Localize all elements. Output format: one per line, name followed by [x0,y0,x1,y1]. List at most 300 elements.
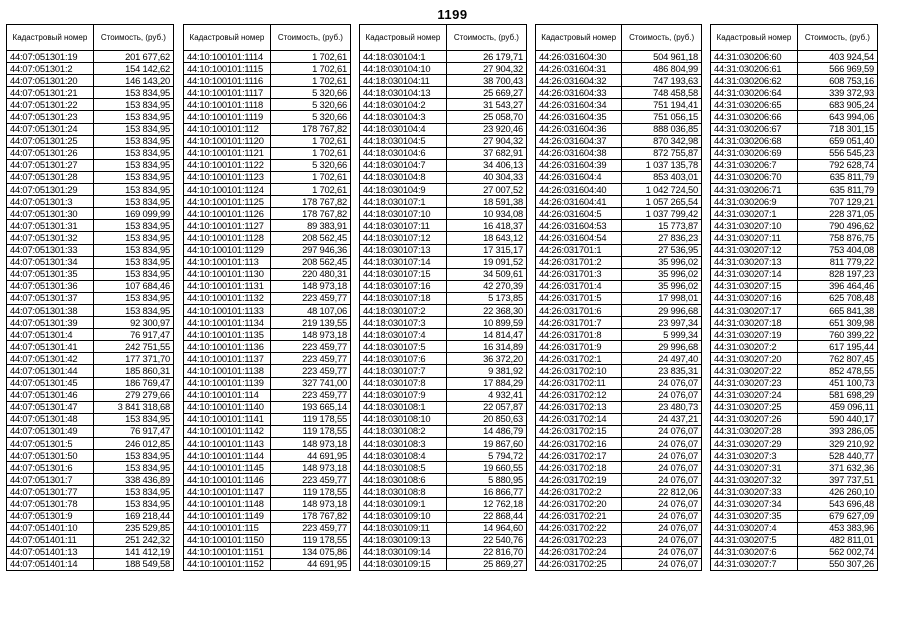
table-row [711,317,878,329]
cadastral-number-cell: 44:07:051301:32 [7,232,94,244]
table-row [7,329,174,341]
cost-cell: 17 884,29 [446,377,526,389]
cadastral-number-cell: 44:18:030104:9 [360,184,447,196]
cadastral-number-cell: 44:10:100101:1150 [184,534,271,546]
cadastral-number-cell: 44:07:051301:49 [7,425,94,437]
cost-cell: 228 371,05 [797,208,877,220]
table-row [536,377,702,389]
cost-cell: 27 836,23 [622,232,702,244]
table-row [7,208,174,220]
cost-cell: 426 260,10 [797,486,877,498]
table-row [7,171,174,183]
cost-cell: 1 702,61 [270,184,350,196]
table-row [536,486,702,498]
cadastral-number-cell: 44:26:031702:20 [536,498,622,510]
table-row [360,87,527,99]
table-row [184,450,351,462]
table-row [536,159,702,171]
cost-cell: 23 835,31 [622,365,702,377]
cost-cell: 153 834,95 [93,184,173,196]
cadastral-number-cell: 44:10:100101:112 [184,123,271,135]
table-row [536,87,702,99]
cost-cell: 5 999,34 [622,329,702,341]
cost-cell: 29 996,68 [622,341,702,353]
cost-cell: 1 042 724,50 [622,184,702,196]
cost-cell: 153 834,95 [93,304,173,316]
table-row [360,353,527,365]
table-row [184,353,351,365]
table-row [184,389,351,401]
cost-cell: 153 834,95 [93,123,173,135]
cadastral-number-cell: 44:10:100101:1116 [184,75,271,87]
cadastral-number-cell: 44:10:100101:1140 [184,401,271,413]
table-row [7,292,174,304]
cadastral-number-cell: 44:10:100101:1117 [184,87,271,99]
cost-cell: 683 905,24 [797,99,877,111]
table-row [711,558,878,570]
cadastral-number-cell: 44:31:030207:6 [711,546,798,558]
table-row [536,341,702,353]
cadastral-number-cell: 44:26:031701:8 [536,329,622,341]
cadastral-number-cell: 44:18:030107:8 [360,377,447,389]
table-row [184,486,351,498]
cost-cell: 707 129,21 [797,196,877,208]
table-row [360,147,527,159]
cost-cell: 17 315,17 [446,244,526,256]
table-row [184,317,351,329]
cadastral-number-cell: 44:07:051301:26 [7,147,94,159]
cost-cell: 659 051,40 [797,135,877,147]
cost-cell: 24 497,40 [622,353,702,365]
cadastral-number-cell: 44:07:051301:6 [7,462,94,474]
table-row [360,534,527,546]
cost-cell: 153 834,95 [93,159,173,171]
cadastral-number-cell: 44:07:051301:28 [7,171,94,183]
table-row [7,425,174,437]
cadastral-number-cell: 44:10:100101:1121 [184,147,271,159]
cadastral-number-cell: 44:07:051301:27 [7,159,94,171]
cadastral-number-cell: 44:26:031604:41 [536,196,622,208]
cadastral-number-cell: 44:26:031702:18 [536,462,622,474]
cadastral-number-cell: 44:10:100101:1114 [184,51,271,63]
cost-cell: 89 383,91 [270,220,350,232]
cost-cell: 1 702,61 [270,51,350,63]
table-row [184,256,351,268]
table-row [360,558,527,570]
table-row [184,111,351,123]
cadastral-number-cell: 44:26:031701:4 [536,280,622,292]
cadastral-number-cell: 44:18:030108:5 [360,462,447,474]
table-row [360,389,527,401]
cadastral-number-cell: 44:18:030107:4 [360,329,447,341]
table-row [536,353,702,365]
cost-cell: 186 769,47 [93,377,173,389]
cost-cell: 1 702,61 [270,63,350,75]
cost-cell: 76 917,47 [93,329,173,341]
table-row [184,546,351,558]
table-row [7,450,174,462]
cadastral-number-cell: 44:07:051301:20 [7,75,94,87]
cadastral-number-cell: 44:26:031702:10 [536,365,622,377]
table-row [711,546,878,558]
cost-cell: 504 961,18 [622,51,702,63]
cost-cell: 15 773,87 [622,220,702,232]
table-row [536,292,702,304]
cost-cell: 146 143,20 [93,75,173,87]
table-row [711,534,878,546]
cost-cell: 393 286,05 [797,425,877,437]
cost-cell: 24 076,07 [622,534,702,546]
cadastral-number-cell: 44:10:100101:1118 [184,99,271,111]
cost-cell: 153 834,95 [93,147,173,159]
table-row [711,498,878,510]
cadastral-number-cell: 44:26:031702:24 [536,546,622,558]
cost-cell: 76 917,47 [93,425,173,437]
cost-cell: 193 665,14 [270,401,350,413]
table-row [360,462,527,474]
cadastral-number-cell: 44:07:051301:29 [7,184,94,196]
cost-cell: 617 195,44 [797,341,877,353]
cost-cell: 223 459,77 [270,341,350,353]
cost-cell: 177 371,70 [93,353,173,365]
table-row [711,450,878,462]
cadastral-number-cell: 44:18:030107:10 [360,208,447,220]
cost-cell: 24 076,07 [622,425,702,437]
table-row [7,244,174,256]
cost-cell: 451 100,73 [797,377,877,389]
cost-cell: 625 708,48 [797,292,877,304]
cadastral-number-cell: 44:10:100101:115 [184,522,271,534]
table-row [711,474,878,486]
cost-cell: 608 753,16 [797,75,877,87]
cadastral-number-cell: 44:10:100101:1119 [184,111,271,123]
cost-cell: 223 459,77 [270,389,350,401]
table-row [711,184,878,196]
cost-cell: 556 545,23 [797,147,877,159]
cost-cell: 92 300,97 [93,317,173,329]
cost-cell: 5 173,85 [446,292,526,304]
table-row [184,99,351,111]
cost-cell: 279 279,66 [93,389,173,401]
cadastral-number-cell: 44:10:100101:1144 [184,450,271,462]
table-row [184,534,351,546]
cost-cell: 34 406,13 [446,159,526,171]
table-row [184,425,351,437]
table-row [711,413,878,425]
cadastral-number-cell: 44:18:030107:15 [360,268,447,280]
cost-cell: 24 076,07 [622,377,702,389]
cadastral-number-cell: 44:18:030109:14 [360,546,447,558]
cadastral-number-cell: 44:18:030108:6 [360,474,447,486]
cadastral-number-cell: 44:07:051301:9 [7,510,94,522]
cadastral-number-cell: 44:31:030207:25 [711,401,798,413]
table-row [536,317,702,329]
table-row [536,438,702,450]
table-row [7,365,174,377]
cost-cell: 23 920,46 [446,123,526,135]
cadastral-number-cell: 44:26:031604:40 [536,184,622,196]
table-row [536,401,702,413]
cadastral-number-cell: 44:26:031702:14 [536,413,622,425]
cadastral-number-cell: 44:07:051301:44 [7,365,94,377]
cadastral-number-cell: 44:18:030108:10 [360,413,447,425]
cadastral-number-cell: 44:07:051301:21 [7,87,94,99]
cost-cell: 223 459,77 [270,292,350,304]
cadastral-number-cell: 44:10:100101:1151 [184,546,271,558]
table-row [711,486,878,498]
cost-cell: 251 242,32 [93,534,173,546]
table-row [184,123,351,135]
table-row [7,558,174,570]
cadastral-number-cell: 44:10:100101:1148 [184,498,271,510]
cadastral-number-cell: 44:26:031604:5 [536,208,622,220]
cost-cell: 153 834,95 [93,462,173,474]
cadastral-number-cell: 44:26:031604:30 [536,51,622,63]
cost-cell: 543 696,48 [797,498,877,510]
cadastral-number-cell: 44:26:031604:54 [536,232,622,244]
table-header-row [536,25,702,51]
table-row [360,546,527,558]
cadastral-number-cell: 44:18:030104:2 [360,99,447,111]
cadastral-number-cell: 44:31:030207:29 [711,438,798,450]
table-row [536,474,702,486]
cadastral-number-cell: 44:26:031604:32 [536,75,622,87]
cost-cell: 153 834,95 [93,413,173,425]
cost-cell: 790 496,62 [797,220,877,232]
cost-cell: 14 814,47 [446,329,526,341]
cost-cell: 1 037 135,78 [622,159,702,171]
cost-cell: 246 012,85 [93,438,173,450]
cadastral-number-cell: 44:10:100101:1123 [184,171,271,183]
table-row [711,171,878,183]
cost-cell: 852 478,55 [797,365,877,377]
cadastral-number-cell: 44:31:030207:26 [711,413,798,425]
cadastral-number-cell: 44:26:031702:16 [536,438,622,450]
table-row [360,450,527,462]
table-row [7,462,174,474]
table-row [536,244,702,256]
table-row [184,498,351,510]
table-row [536,63,702,75]
table-row [536,196,702,208]
cadastral-number-cell: 44:26:031702:2 [536,486,622,498]
cost-cell: 403 924,54 [797,51,877,63]
cost-cell: 201 677,62 [93,51,173,63]
table-row [536,510,702,522]
cost-cell: 24 437,21 [622,413,702,425]
header-cost: Стоимость, (руб.) [270,25,350,51]
cost-cell: 24 076,07 [622,510,702,522]
cost-cell: 635 811,79 [797,184,877,196]
cost-cell: 397 737,51 [797,474,877,486]
cadastral-number-cell: 44:26:031604:37 [536,135,622,147]
table-row [7,268,174,280]
table-row [536,268,702,280]
cadastral-number-cell: 44:10:100101:1136 [184,341,271,353]
cadastral-number-cell: 44:18:030109:13 [360,534,447,546]
table-row [360,256,527,268]
table-row [536,147,702,159]
table-row [536,75,702,87]
cadastral-number-cell: 44:26:031702:15 [536,425,622,437]
table-row [7,123,174,135]
table-row [711,304,878,316]
table-row [711,425,878,437]
cadastral-number-cell: 44:18:030107:13 [360,244,447,256]
cadastral-number-cell: 44:10:100101:1126 [184,208,271,220]
table-row [711,510,878,522]
cadastral-number-cell: 44:26:031702:25 [536,558,622,570]
table-row [184,208,351,220]
table-row [184,232,351,244]
cadastral-number-cell: 44:07:051301:25 [7,135,94,147]
cadastral-number-cell: 44:31:030207:14 [711,268,798,280]
cost-cell: 24 076,07 [622,546,702,558]
table-row [184,510,351,522]
cadastral-number-cell: 44:18:030108:3 [360,438,447,450]
cadastral-number-cell: 44:07:051301:5 [7,438,94,450]
cadastral-number-cell: 44:18:030107:3 [360,317,447,329]
cadastral-number-cell: 44:31:030207:28 [711,425,798,437]
table-row [360,268,527,280]
cost-cell: 10 899,59 [446,317,526,329]
cadastral-number-cell: 44:26:031701:2 [536,256,622,268]
cadastral-number-cell: 44:18:030109:10 [360,510,447,522]
cadastral-number-cell: 44:18:030107:9 [360,389,447,401]
cost-cell: 153 834,95 [93,196,173,208]
cost-cell: 5 794,72 [446,450,526,462]
cadastral-number-cell: 44:26:031701:9 [536,341,622,353]
cadastral-number-cell: 44:10:100101:1149 [184,510,271,522]
cadastral-number-cell: 44:31:030207:35 [711,510,798,522]
table-row [360,304,527,316]
cadastral-number-cell: 44:26:031702:17 [536,450,622,462]
cadastral-number-cell: 44:31:030207:18 [711,317,798,329]
cost-cell: 5 320,66 [270,99,350,111]
table-row [711,196,878,208]
cadastral-number-cell: 44:31:030206:60 [711,51,798,63]
cost-cell: 153 834,95 [93,268,173,280]
cadastral-number-cell: 44:31:030207:20 [711,353,798,365]
cost-cell: 1 702,61 [270,75,350,87]
cadastral-number-cell: 44:31:030206:70 [711,171,798,183]
table-row [536,365,702,377]
cost-cell: 24 076,07 [622,522,702,534]
table-row [7,232,174,244]
cadastral-number-cell: 44:07:051301:39 [7,317,94,329]
table-row [711,292,878,304]
table-row [360,341,527,353]
cadastral-number-cell: 44:07:051301:46 [7,389,94,401]
cadastral-number-cell: 44:18:030107:14 [360,256,447,268]
table-row [360,329,527,341]
cost-cell: 153 834,95 [93,292,173,304]
table-row [536,256,702,268]
table-row [7,341,174,353]
cadastral-number-cell: 44:26:031604:35 [536,111,622,123]
cadastral-number-cell: 44:31:030207:15 [711,280,798,292]
cadastral-number-cell: 44:18:030104:3 [360,111,447,123]
cost-cell: 35 996,02 [622,268,702,280]
cost-cell: 327 741,00 [270,377,350,389]
table-row [184,438,351,450]
cadastral-number-cell: 44:10:100101:1130 [184,268,271,280]
table-row [184,196,351,208]
table-row [360,438,527,450]
table-row [7,99,174,111]
table-row [7,184,174,196]
cadastral-number-cell: 44:18:030104:11 [360,75,447,87]
cost-cell: 5 320,66 [270,159,350,171]
cost-cell: 24 076,07 [622,450,702,462]
cost-cell: 153 834,95 [93,135,173,147]
header-cost: Стоимость, (руб.) [622,25,702,51]
cadastral-number-cell: 44:26:031701:1 [536,244,622,256]
cost-cell: 751 056,15 [622,111,702,123]
table-row [184,159,351,171]
header-cadastral-number: Кадастровый номер [536,25,622,51]
cost-cell: 25 869,27 [446,558,526,570]
cadastral-table-1 [6,24,174,571]
cost-cell: 22 812,06 [622,486,702,498]
cost-cell: 338 436,89 [93,474,173,486]
cadastral-number-cell: 44:07:051301:34 [7,256,94,268]
table-row [536,329,702,341]
table-row [711,365,878,377]
table-row [360,280,527,292]
cadastral-number-cell: 44:10:100101:1139 [184,377,271,389]
table-row [184,75,351,87]
cost-cell: 178 767,82 [270,123,350,135]
cadastral-number-cell: 44:26:031604:36 [536,123,622,135]
cost-cell: 1 037 799,42 [622,208,702,220]
cadastral-table-3 [359,24,527,571]
cost-cell: 16 314,89 [446,341,526,353]
table-row [7,280,174,292]
cadastral-number-cell: 44:18:030104:5 [360,135,447,147]
cost-cell: 153 834,95 [93,111,173,123]
cadastral-number-cell: 44:18:030104:7 [360,159,447,171]
table-row [536,413,702,425]
cost-cell: 17 998,01 [622,292,702,304]
cadastral-number-cell: 44:07:051401:11 [7,534,94,546]
cost-cell: 223 459,77 [270,474,350,486]
cadastral-number-cell: 44:31:030206:62 [711,75,798,87]
cost-cell: 23 480,73 [622,401,702,413]
header-cost: Стоимость, (руб.) [797,25,877,51]
table-row [360,99,527,111]
cadastral-number-cell: 44:07:051301:33 [7,244,94,256]
cost-cell: 119 178,55 [270,486,350,498]
table-row [536,280,702,292]
cadastral-number-cell: 44:07:051301:47 [7,401,94,413]
table-row [536,232,702,244]
table-row [184,401,351,413]
cost-cell: 22 057,87 [446,401,526,413]
cadastral-number-cell: 44:31:030207:12 [711,244,798,256]
table-row [536,220,702,232]
cadastral-number-cell: 44:18:030107:1 [360,196,447,208]
table-row [7,147,174,159]
cadastral-number-cell: 44:31:030207:1 [711,208,798,220]
cadastral-number-cell: 44:07:051301:31 [7,220,94,232]
cadastral-number-cell: 44:07:051301:22 [7,99,94,111]
table-row [7,111,174,123]
cost-cell: 153 834,95 [93,232,173,244]
cost-cell: 31 543,27 [446,99,526,111]
cadastral-number-cell: 44:18:030109:11 [360,522,447,534]
cost-cell: 4 932,41 [446,389,526,401]
